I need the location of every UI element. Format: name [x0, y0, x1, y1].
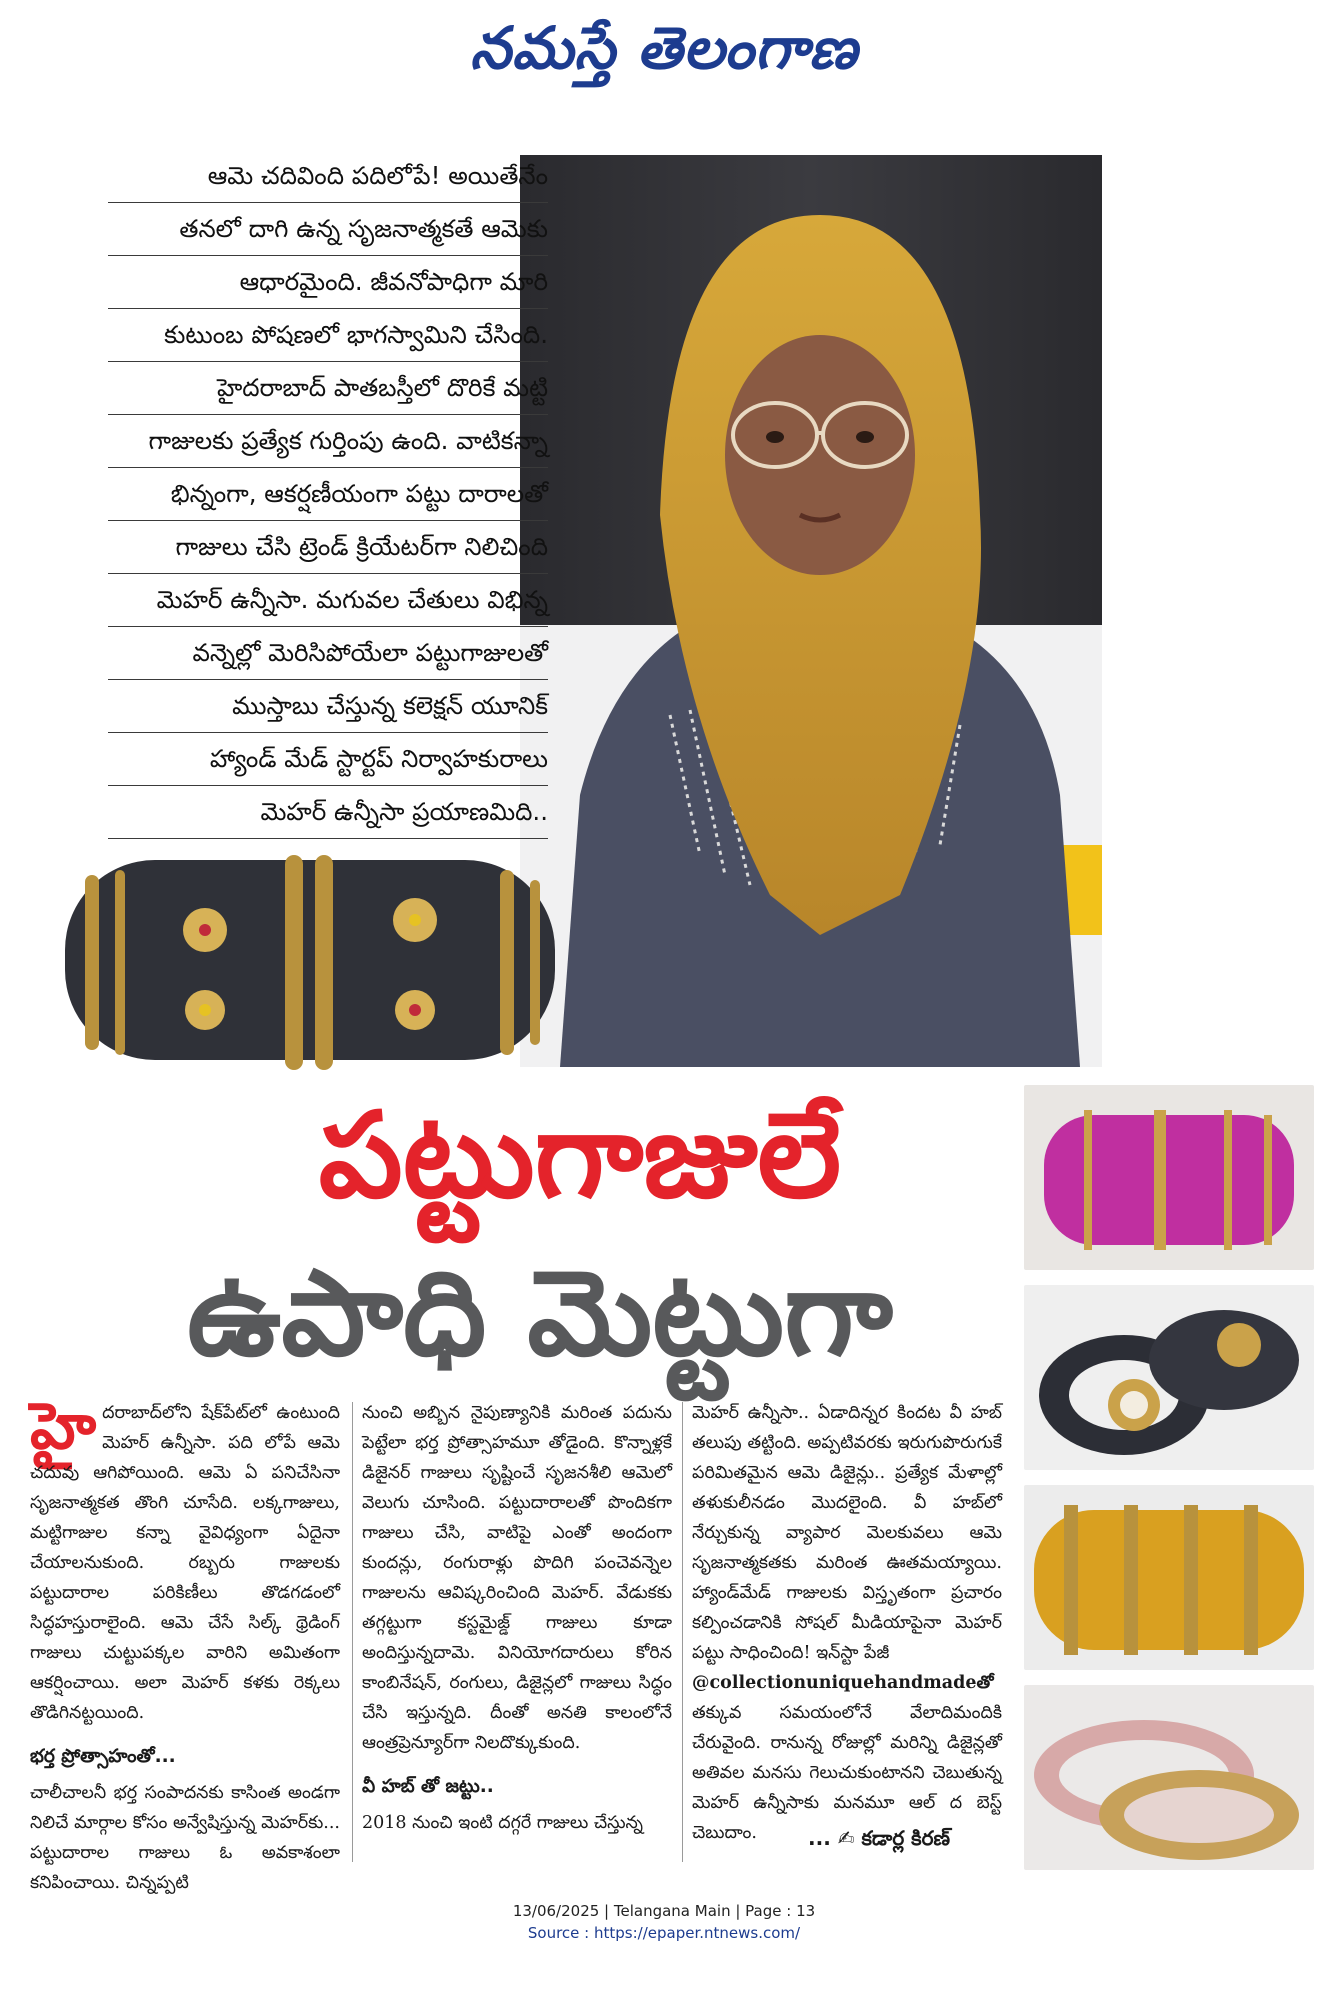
article-paragraph: చాలీచాలనీ భర్త సంపాదనకు కాసింత అండగా నిలిచే మార్గాల కోసం అన్వేషిస్తున్న మెహర్‌కు... పట్టుదారాల గాజులు ఓ అవకాశంలా కనిపించాయి. చిన్నప్పటి [30, 1783, 340, 1893]
article-paragraph: 2018 నుంచి ఇంటి దగ్గరే గాజులు చేస్తున్న [362, 1813, 643, 1833]
column-divider [352, 1402, 353, 1862]
intro-line: మెహర్ ఉన్నీసా. మగువల చేతులు విభిన్న [108, 574, 548, 627]
bangles-photo [45, 820, 575, 1085]
article-text: దరాబాద్‌లోని షేక్‌పేట్‌లో ఉంటుంది మెహర్ ఉన్నీసా. పది లోపే ఆమె చదువు ఆగిపోయింది. ఆమె ఏ పనిచేసినా సృజనాత్మకత తొంగి చూసేది. లక్కగాజులు, మట్టిగాజుల కన్నా వైవిధ్యంగా ఏదైనా చేయాలనుకుంది. రబ్బరు గాజులకు పట్టుదారాల పరికిణీలు తొడగడంలో సిద్ధహస్తురాలైంది. ఆమె చేసే సిల్క్ థ్రెడింగ్ గాజులు చుట్టుపక్కల వారిని అమితంగా ఆకర్షించాయి. అలా మెహర్ కళకు రెక్కలు తొడిగినట్టయింది. [30, 1403, 340, 1723]
article-paragraph: మెహర్ ఉన్నీసా.. ఏడాదిన్నర కిందట వీ హబ్ తలుపు తట్టింది. అప్పటివరకు ఇరుగుపొరుగుకే పరిమితమైన ఆమె డిజైన్లు.. ప్రత్యేక మేళాల్లో తళుకులీనడం మొదలైంది. వీ హబ్‌లో నేర్చుకున్న వ్యాపార మెలకువలు ఆమె సృజనాత్మకతకు మరింత ఊతమయ్యాయి. హ్యాండ్‌మేడ్ గాజులకు విస్తృతంగా ప్రచారం కల్పించడానికి సోషల్ మీడియాపైనా మెహర్ పట్టు సాధించింది! ఇన్‌స్టా పేజీ [692, 1403, 1002, 1663]
intro-text [108, 150, 548, 839]
portrait-photo [520, 155, 1102, 1067]
side-photo-rose-bangles [1024, 1685, 1314, 1870]
side-photo-black-bangles [1024, 1285, 1314, 1470]
intro-line: హ్యాండ్ మేడ్ స్టార్టప్ నిర్వాహకురాలు [108, 733, 548, 786]
column-divider [682, 1402, 683, 1862]
subheading: వీ హబ్ తో జట్టు.. [362, 1776, 494, 1797]
side-photo-pink-bangles [1024, 1085, 1314, 1270]
footer [0, 1900, 1328, 1944]
bangles-illustration [45, 820, 575, 1085]
intro-line: భిన్నంగా, ఆకర్షణీయంగా పట్టు దారాలతో [108, 468, 548, 521]
side-photo-gold-bangles [1024, 1485, 1314, 1670]
intro-line: వన్నెల్లో మెరిసిపోయేలా పట్టుగాజులతో [108, 627, 548, 680]
headline-line-2: ఉపాధి మెట్టుగా [187, 1244, 893, 1382]
intro-line: గాజులకు ప్రత్యేక గుర్తింపు ఉంది. వాటికన్నా [108, 415, 548, 468]
intro-line: ముస్తాబు చేస్తున్న కలెక్షన్ యూనిక్ [108, 680, 548, 733]
masthead-title: నమస్తే తెలంగాణ [470, 13, 858, 82]
masthead [0, 0, 1328, 110]
article-paragraph: తక్కువ సమయంలోనే వేలాదిమందికి చేరువైంది. రానున్న రోజుల్లో మరిన్ని డిజైన్లతో అతివల మనసు గెలుచుకుంటానని చెబుతున్న మెహర్ ఉన్నీసాకు మనమూ ఆల్ ద బెస్ట్ చెబుదాం. [692, 1703, 1002, 1843]
article-paragraph: నుంచి అబ్బిన నైపుణ్యానికి మరింత పదును పెట్టేలా భర్త ప్రోత్సాహమూ తోడైంది. కొన్నాళ్లకే డిజైనర్ గాజులు సృష్టించే సృజనశీలి ఆమెలో వెలుగు చూసింది. పట్టుదారాలతో పొందికగా గాజులు చేసి, వాటిపై ఎంతో అందంగా కుందన్లు, రంగురాళ్లు పొదిగి పంచెవన్నెల గాజులను ఆవిష్కరించింది మెహర్. వేడుకకు తగ్గట్టుగా కస్టమైజ్డ్ గాజులు కూడా అందిస్తున్నదామె. వినియోగదారులు కోరిన కాంబినేషన్, రంగులు, డిజైన్లలో గాజులు సిద్ధం చేసి ఇస్తున్నది. దీంతో అనతి కాలంలోనే ఆంత్రప్రెన్యూర్‌గా నిలదొక్కుకుంది. [362, 1403, 672, 1753]
footer-source: Source : https://epaper.ntnews.com/ [527, 1924, 801, 1942]
headline-line-1: పట్టుగాజులే [318, 1086, 842, 1224]
byline: ... ✍ కడార్ల కిరణ్ [808, 1826, 950, 1850]
dropcap: హై [30, 1390, 97, 1464]
subheading: భర్త ప్రోత్సాహంతో... [30, 1746, 176, 1767]
intro-line: హైదరాబాద్ పాతబస్తీలో దొరికే మట్టి [108, 362, 548, 415]
footer-date-page: 13/06/2025 | Telangana Main | Page : 13 [512, 1902, 816, 1920]
portrait-illustration [520, 155, 1102, 1067]
article-column-2 [362, 1398, 672, 1838]
instagram-handle: @collectionuniquehandmadeతో [692, 1673, 994, 1693]
intro-line: ఆధారమైంది. జీవనోపాధిగా మారి [108, 256, 548, 309]
intro-line: తనలో దాగి ఉన్న సృజనాత్మకతే ఆమెకు [108, 203, 548, 256]
article-paragraph [30, 1390, 340, 1728]
intro-line: ఆమె చదివింది పదిలోపే! అయితేనేం [108, 150, 548, 203]
intro-line: మెహర్ ఉన్నీసా ప్రయాణమిది.. [108, 786, 548, 839]
article-column-1 [30, 1390, 340, 1898]
intro-line: గాజులు చేసి ట్రెండ్ క్రియేటర్‌గా నిలిచింది [108, 521, 548, 574]
intro-line: కుటుంబ పోషణలో భాగస్వామిని చేసింది. [108, 309, 548, 362]
article-column-3 [692, 1398, 1002, 1848]
